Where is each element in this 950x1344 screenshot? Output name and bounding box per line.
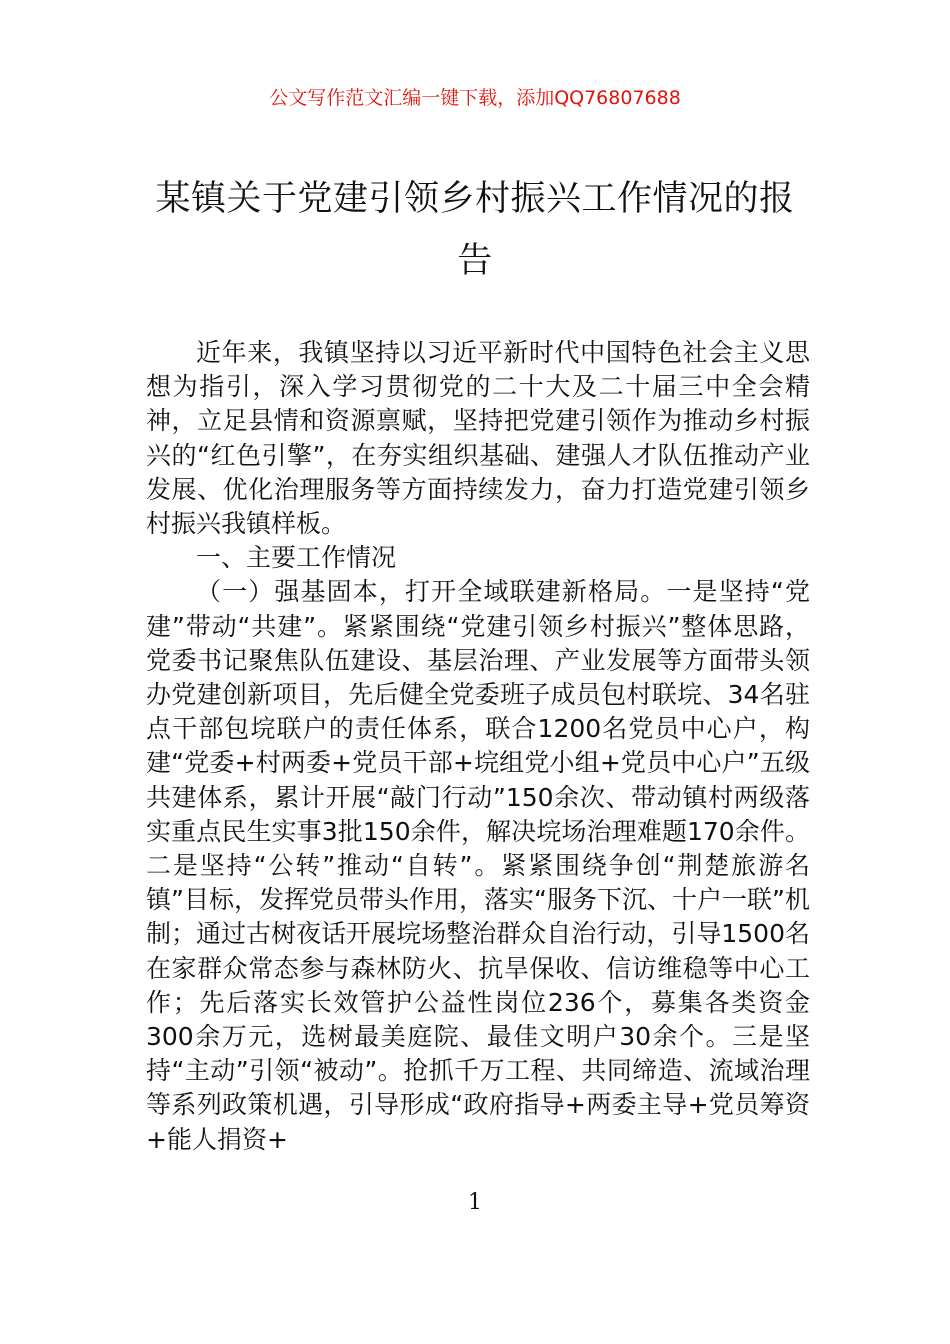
intro-paragraph: 近年来，我镇坚持以习近平新时代中国特色社会主义思想为指引，深入学习贯彻党的二十大及二十届三中全会精神，立足县情和资源禀赋，坚持把党建引领作为推动乡村振兴的“红色引擎”，在夯实组织基础、建强人才队伍推动产业发展、优化治理服务等方面持续发力，奋力打造党建引领乡村振兴我镇样板。	[146, 338, 810, 539]
document-body	[146, 336, 810, 1157]
download-banner: 公文写作范文汇编一键下载，添加QQ76807688	[269, 87, 681, 109]
section-heading: 一、主要工作情况	[196, 543, 397, 573]
document-title: 某镇关于党建引领乡村振兴工作情况的报告	[155, 179, 795, 281]
subsection-paragraph: （一）强基固本，打开全域联建新格局。一是坚持“党建”带动“共建”。紧紧围绕“党建引领乡村振兴”整体思路，党委书记聚焦队伍建设、基层治理、产业发展等方面带头领办党建创新项目，先后健全党委班子成员包村联垸、34名驻点干部包垸联户的责任体系，联合1200名党员中心户，构建“党委+村两委+党员干部+垸组党小组+党员中心户”五级共建体系，累计开展“敲门行动”150余次、带动镇村两级落实重点民生实事3批150余件，解决垸场治理难题170余件。二是坚持“公转”推动“自转”。紧紧围绕争创“荆楚旅游名镇”目标，发挥党员带头作用，落实“服务下沉、十户一联”机制；通过古树夜话开展垸场整治群众自治行动，引导1500名在家群众常态参与森林防火、抗旱保收、信访维稳等中心工作；先后落实长效管护公益性岗位236个，募集各类资金300余万元，选树最美庭院、最佳文明户30余个。三是坚持“主动”引领“被动”。抢抓千万工程、共同缔造、流域治理等系列政策机遇，引导形成“政府指导+两委主导+党员筹资+能人捐资+	[146, 577, 810, 1154]
page-number: 1	[468, 1190, 482, 1215]
